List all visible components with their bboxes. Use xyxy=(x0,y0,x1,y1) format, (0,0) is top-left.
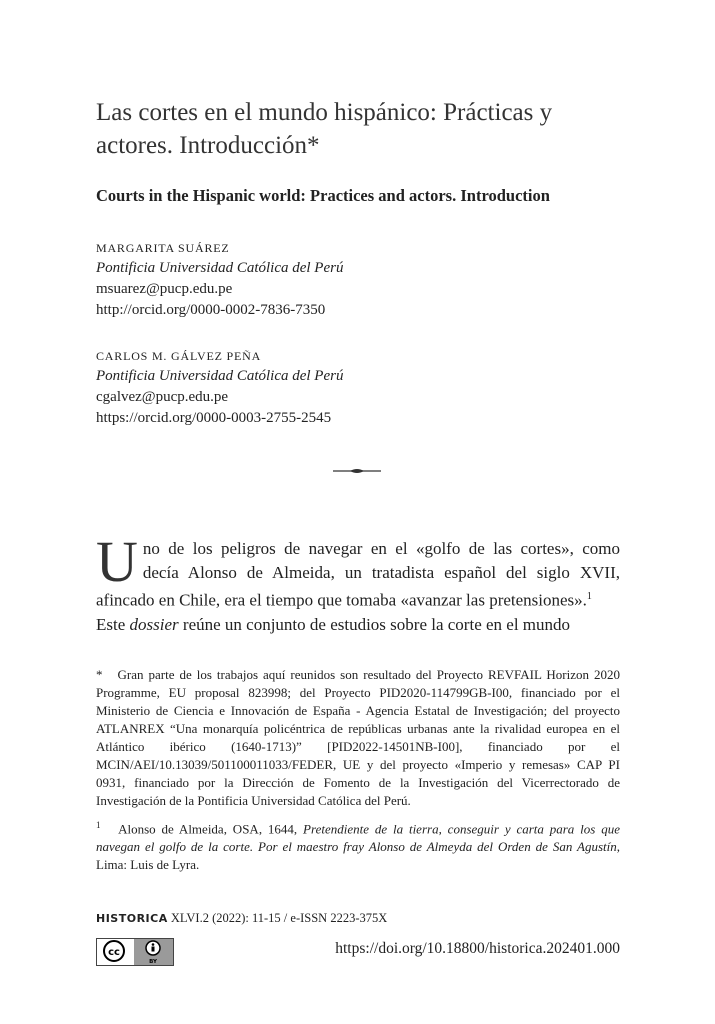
author-orcid-link[interactable]: https://orcid.org/0000-0003-2755-2545 xyxy=(96,410,332,426)
body-line: decía Alonso de Almeida, un tratadista español del siglo XVII, xyxy=(142,563,620,582)
body-line xyxy=(96,613,620,637)
author-block xyxy=(96,346,343,429)
footnote-title: Pretendiente de la tierra, conseguir y carta para los que navegan el golfo de la corte. Por el maestro fray Alonso de Almeyda del Orden de San Agustín xyxy=(96,821,620,855)
section-ornament xyxy=(332,466,382,476)
citation-text: XLVI.2 (2022): 11-15 / e-ISSN 2223-375X xyxy=(170,911,388,925)
footnote-marker: * xyxy=(96,667,103,682)
body-line: no de los peligros de navegar en el «golfo de las cortes», como xyxy=(142,539,620,558)
doi-link[interactable]: https://doi.org/10.18800/historica.202401.000 xyxy=(335,940,620,957)
footnote-text: , Lima: Luis de Lyra. xyxy=(96,839,620,873)
article-subtitle: Courts in the Hispanic world: Practices and actors. Introduction xyxy=(96,186,550,205)
author-email[interactable]: cgalvez@pucp.edu.pe xyxy=(96,389,229,405)
footnote xyxy=(96,816,620,874)
footnote-marker: 1 xyxy=(96,820,101,830)
footnotes xyxy=(96,666,620,880)
emphasis-text: dossier xyxy=(129,614,179,634)
body-line xyxy=(96,585,620,613)
footnote-text: Gran parte de los trabajos aquí reunidos son resultado del Proyecto REVFAIL Horizon 2020 Programme, EU proposal 823998; del Proyecto PID2020-114799GB-I00, financiado por el Ministerio de Ciencia e Innovación de España - Agencia Estatal de Investigación; del proyecto ATLANREX “Una monarquía policéntrica de repúblicas urbanas ante la rivalidad europea en el Atlántico ibérico (1640-1713)” [PID2022-14501NB-I00], financiado por el MCIN/AEI/10.13039/501100011033/FEDER, UE y del proyecto «Imperio y remesas» CAP PI 0931, financiado por la Dirección de Fomento de la Investigación del Vicerrectorado de Investigación de la Pontificia Universidad Católica del Perú. xyxy=(96,667,621,808)
author-affiliation: Pontificia Universidad Católica del Perú xyxy=(96,260,344,276)
footnote-reference[interactable]: 1 xyxy=(586,591,592,602)
body-line-text: reúne un conjunto de estudios sobre la corte en el mundo xyxy=(178,614,571,634)
body-line-text: afincado en Chile, era el tiempo que tomaba «avanzar las pretensiones». xyxy=(96,590,587,610)
journal-citation xyxy=(96,911,387,926)
body-paragraph xyxy=(96,529,620,637)
article-title: Las cortes en el mundo hispánico: Prácticas y actores. Introducción* xyxy=(96,99,553,159)
cc-mark: cc xyxy=(108,947,120,958)
drop-cap: U xyxy=(96,529,138,594)
author-orcid-link[interactable]: http://orcid.org/0000-0002-7836-7350 xyxy=(96,302,326,318)
journal-logo: HISTORICA xyxy=(96,912,168,925)
author-affiliation: Pontificia Universidad Católica del Perú xyxy=(96,368,344,384)
cc-by-license-icon[interactable] xyxy=(96,938,174,966)
footnote xyxy=(96,666,620,810)
body-line-text: Este xyxy=(96,614,130,634)
author-name: CARLOS M. GÁLVEZ PEÑA xyxy=(96,349,262,363)
author-block xyxy=(96,238,343,321)
author-email[interactable]: msuarez@pucp.edu.pe xyxy=(96,281,233,297)
footnote-text: Alonso de Almeida, OSA, 1644, xyxy=(118,821,304,837)
author-name: MARGARITA SUÁREZ xyxy=(96,241,230,255)
by-mark: BY xyxy=(149,959,157,965)
